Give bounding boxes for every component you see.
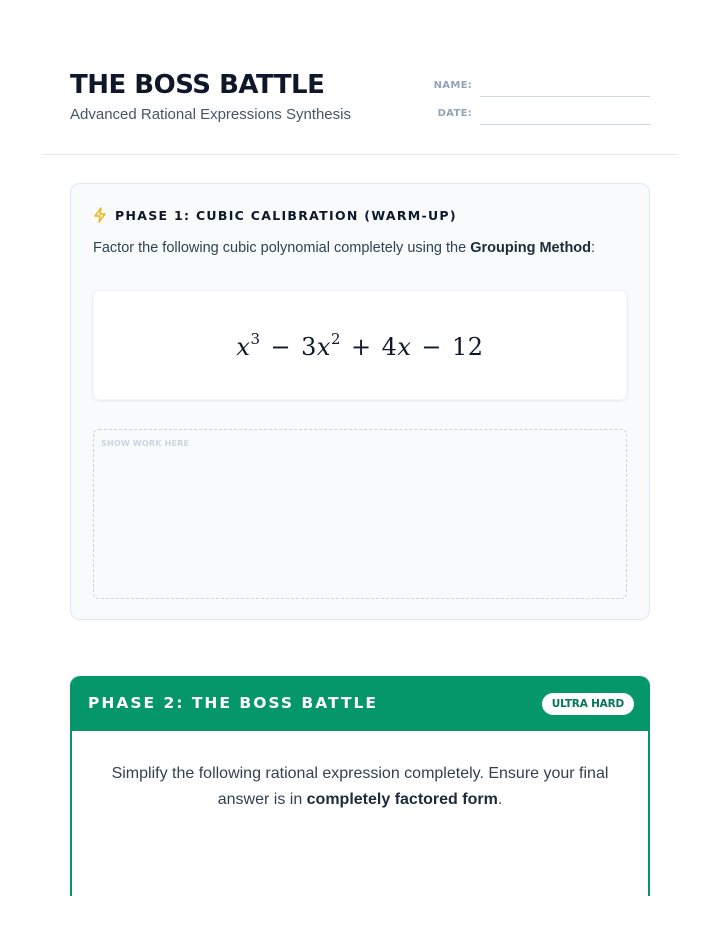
phase2-body bbox=[72, 731, 648, 896]
show-work-label: SHOW WORK HERE bbox=[101, 439, 190, 448]
header-divider bbox=[42, 154, 678, 155]
phase2-instruction bbox=[102, 761, 618, 813]
grouping-method-emphasis: Grouping Method bbox=[470, 240, 592, 256]
date-field[interactable] bbox=[436, 108, 650, 130]
show-work-area[interactable] bbox=[93, 429, 627, 599]
phase1-instruction-suffix: : bbox=[591, 240, 596, 256]
phase1-instruction-text: Factor the following cubic polynomial completely using the bbox=[93, 240, 471, 256]
phase2-title: PHASE 2: THE BOSS BATTLE bbox=[88, 694, 378, 712]
term4-constant: 12 bbox=[452, 332, 484, 361]
name-line[interactable] bbox=[480, 96, 650, 97]
page-title: THE BOSS BATTLE bbox=[70, 70, 325, 100]
term3-coefficient: 4 bbox=[381, 332, 398, 361]
term2-exponent: 2 bbox=[330, 329, 341, 348]
phase2-instruction-suffix: . bbox=[497, 791, 503, 808]
equation-box bbox=[93, 290, 627, 400]
phase2-card bbox=[70, 676, 650, 896]
date-line[interactable] bbox=[480, 124, 650, 125]
phase2-header bbox=[72, 676, 648, 731]
cubic-polynomial bbox=[236, 330, 483, 361]
operator-1: − bbox=[270, 332, 292, 361]
term1-exponent: 3 bbox=[250, 329, 261, 348]
page-subtitle: Advanced Rational Expressions Synthesis bbox=[70, 106, 351, 123]
phase1-heading bbox=[93, 207, 457, 223]
phase1-card bbox=[70, 183, 650, 620]
operator-3: − bbox=[421, 332, 443, 361]
name-field[interactable] bbox=[433, 80, 650, 102]
term2-variable: x bbox=[316, 332, 331, 361]
phase1-title: PHASE 1: CUBIC CALIBRATION (WARM-UP) bbox=[115, 207, 457, 223]
term2-coefficient: 3 bbox=[301, 332, 317, 361]
operator-2: + bbox=[350, 332, 372, 361]
phase1-instruction bbox=[93, 240, 595, 256]
name-label: NAME: bbox=[433, 80, 472, 91]
lightning-bolt-icon bbox=[93, 207, 107, 223]
date-label: DATE: bbox=[437, 108, 472, 119]
factored-form-emphasis: completely factored form bbox=[306, 791, 498, 808]
term1-variable: x bbox=[236, 332, 251, 361]
difficulty-badge: ULTRA HARD bbox=[542, 693, 634, 715]
phase2-instruction-text: Simplify the following rational expression completely. Ensure your final answer is in bbox=[111, 765, 609, 808]
worksheet-header bbox=[70, 70, 650, 130]
term3-variable: x bbox=[397, 332, 412, 361]
